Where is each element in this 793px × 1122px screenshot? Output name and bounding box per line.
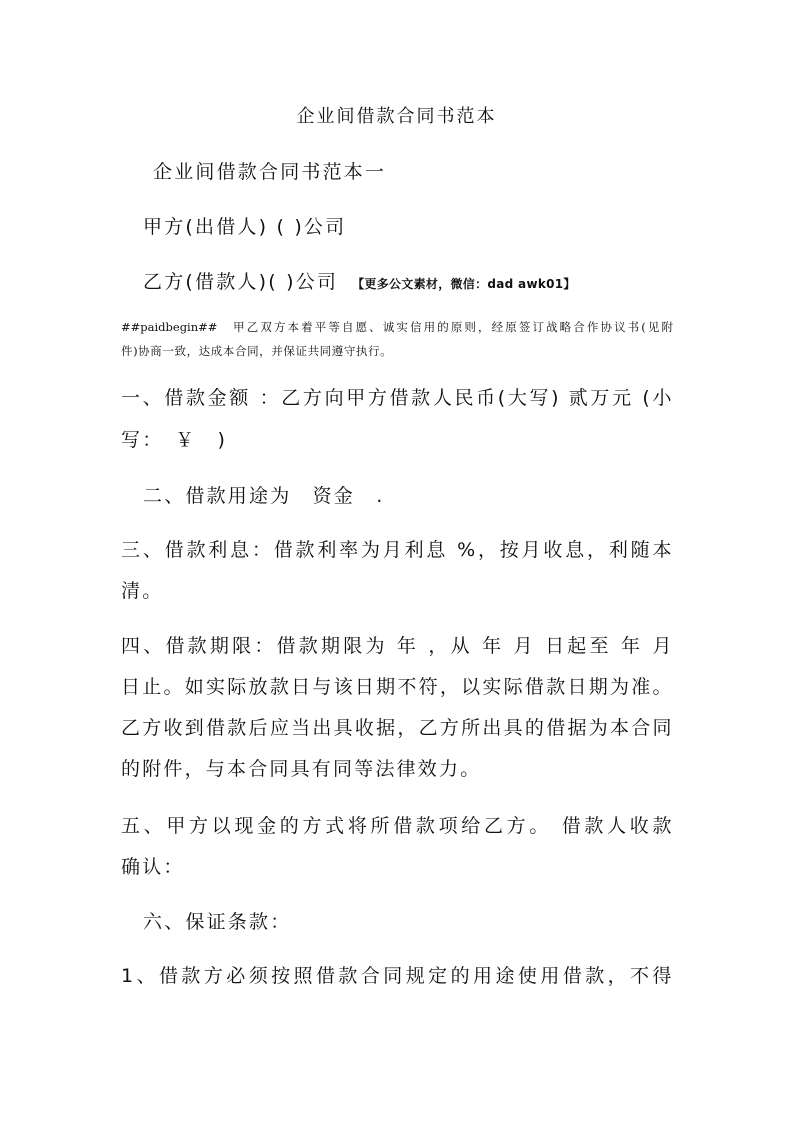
intro-line-1: ##paidbegin## 甲乙双方本着平等自愿、诚实信用的原则，经原签订战略合作协议书(见附 (121, 320, 673, 334)
page-title: 企业间借款合同书范本 (296, 106, 497, 127)
clause-5-line-2: 确认： (121, 856, 185, 878)
item-1-line-1: 1、借款方必须按照借款合同规定的用途使用借款，不得 (121, 965, 673, 987)
clause-6: 六、保证条款： (143, 911, 292, 933)
clause-3-line-1: 三、借款利息：借款利率为月利息 %，按月收息，利随本 (121, 539, 673, 561)
party-b-line (143, 273, 576, 292)
intro-line-2: 件)协商一致，达成本合同，并保证共同遵守执行。 (121, 344, 393, 358)
clause-1-line-2: 写： ￥ ) (121, 429, 228, 451)
clause-2: 二、借款用途为 资金 . (143, 485, 385, 507)
party-b-text: 乙方(借款人)( )公司 (143, 271, 339, 293)
clause-1-line-1: 一、借款金额 ：乙方向甲方借款人民币(大写) 贰万元 (小 (121, 387, 673, 409)
clause-4-line-4: 的附件，与本合同具有同等法律效力。 (121, 758, 482, 780)
clause-4-line-3: 乙方收到借款后应当出具收据，乙方所出具的借据为本合同 (121, 717, 673, 739)
clause-3-line-2: 清。 (121, 580, 164, 602)
clause-4-line-1: 四、借款期限：借款期限为 年 ，从 年 月 日起至 年 月 (121, 635, 673, 657)
watermark-note: 【更多公文素材，微信：dad awk01】 (352, 277, 576, 291)
section-subtitle: 企业间借款合同书范本一 (153, 161, 387, 183)
party-a-line: 甲方(出借人) ( )公司 (143, 216, 347, 238)
clause-5-line-1: 五、甲方以现金的方式将所借款项给乙方。 借款人收款 (121, 815, 673, 837)
clause-4-line-2: 日止。如实际放款日与该日期不符，以实际借款日期为准。 (121, 676, 673, 698)
